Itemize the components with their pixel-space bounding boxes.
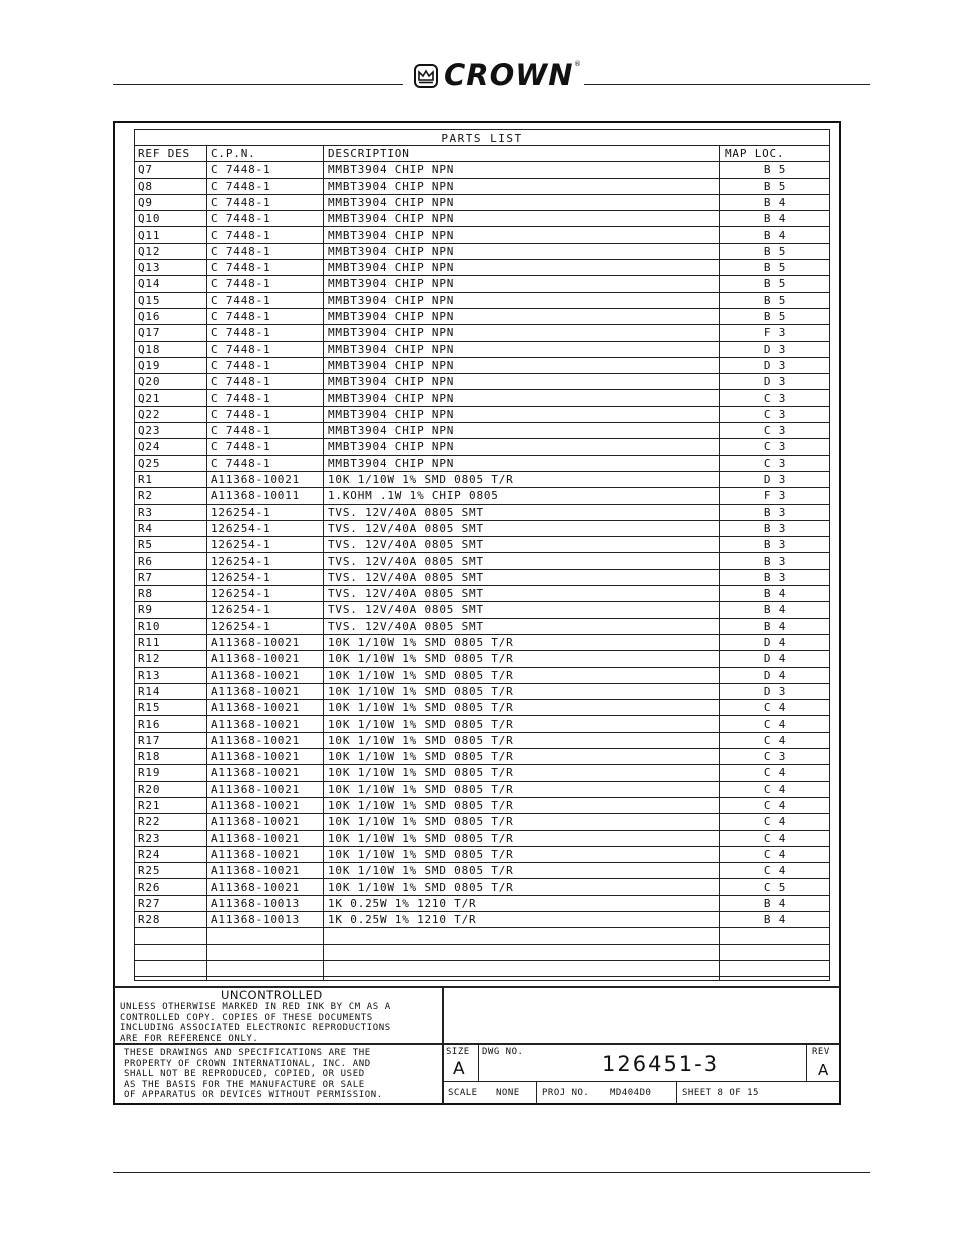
cpn-cell: C 7448-1 [211, 407, 271, 421]
notice-line: THESE DRAWINGS AND SPECIFICATIONS ARE THE [124, 1048, 371, 1058]
property-notice [124, 1048, 444, 1101]
table-row [135, 749, 829, 765]
description-cell: MMBT3904 CHIP NPN [328, 212, 455, 226]
map-loc-cell: B 5 [763, 163, 787, 177]
map-loc-cell: D 3 [763, 684, 787, 698]
ref-des-cell: Q14 [138, 277, 161, 291]
cpn-cell: A11368-10021 [211, 766, 301, 780]
notice-line: AS THE BASIS FOR THE MANUFACTURE OR SALE [124, 1079, 365, 1090]
map-loc-cell: C 4 [763, 701, 787, 715]
ref-des-cell: Q13 [138, 261, 161, 275]
notice-line: PROPERTY OF CROWN INTERNATIONAL, INC. AND [124, 1058, 371, 1069]
map-loc-cell [722, 928, 828, 943]
table-row [135, 912, 829, 928]
table-row [135, 782, 829, 798]
crown-icon [414, 64, 438, 88]
divider [478, 1043, 479, 1081]
notice-line: CONTROLLED COPY. COPIES OF THESE DOCUMENTS [120, 1012, 373, 1023]
col-header-description: DESCRIPTION [328, 147, 410, 160]
drawing-number: 126451-3 [602, 1052, 720, 1076]
cpn-cell: A11368-10021 [211, 831, 301, 845]
cpn-cell: 126254-1 [211, 554, 271, 568]
description-cell: MMBT3904 CHIP NPN [328, 195, 455, 209]
table-row [135, 325, 829, 341]
cpn-cell: C 7448-1 [211, 456, 271, 470]
map-loc-cell: D 4 [763, 652, 787, 666]
ref-des-cell: R9 [138, 603, 153, 617]
ref-des-cell: R3 [138, 505, 153, 519]
ref-des-cell: R21 [138, 799, 161, 812]
description-cell: 10K 1/10W 1% SMD 0805 T/R [328, 717, 514, 731]
rev-label: REV [812, 1047, 830, 1057]
description-cell: 10K 1/10W 1% SMD 0805 T/R [328, 880, 514, 894]
map-loc-cell: B 4 [763, 195, 787, 209]
description-cell: 10K 1/10W 1% SMD 0805 T/R [328, 701, 514, 715]
notice-line: INCLUDING ASSOCIATED ELECTRONIC REPRODUCTIONS [120, 1023, 391, 1033]
map-loc-cell: B 3 [763, 554, 787, 568]
table-row [135, 260, 829, 276]
cpn-cell: C 7448-1 [211, 342, 271, 356]
table-row [135, 488, 829, 504]
ref-des-cell: R6 [138, 554, 153, 568]
description-cell: TVS. 12V/40A 0805 SMT [328, 505, 484, 519]
description-cell: 10K 1/10W 1% SMD 0805 T/R [328, 799, 514, 812]
table-row [135, 309, 829, 325]
map-loc-cell: D 4 [763, 668, 787, 682]
description-cell: TVS. 12V/40A 0805 SMT [328, 521, 484, 535]
ref-des-cell: R22 [138, 815, 161, 829]
map-loc-cell: C 3 [763, 424, 787, 438]
ref-des-cell: R17 [138, 733, 161, 747]
ref-des-cell: Q25 [138, 456, 161, 470]
cpn-cell: A11368-10021 [211, 473, 301, 486]
map-loc-cell: B 4 [763, 913, 787, 927]
table-row [135, 244, 829, 260]
parts-list-table [134, 129, 830, 981]
table-row [135, 602, 829, 618]
cpn-cell: C 7448-1 [211, 179, 271, 193]
ref-des-cell: R24 [138, 847, 161, 861]
map-loc-cell: F 3 [763, 326, 787, 340]
table-row [135, 880, 829, 896]
description-cell: MMBT3904 CHIP NPN [328, 277, 455, 291]
description-cell [328, 945, 718, 960]
description-cell: MMBT3904 CHIP NPN [328, 407, 455, 421]
map-loc-cell: C 3 [763, 456, 787, 470]
table-row [135, 684, 829, 700]
cpn-cell: A11368-10021 [211, 864, 301, 878]
map-loc-cell: D 3 [763, 375, 787, 389]
map-loc-cell: C 4 [763, 733, 787, 747]
description-cell: 10K 1/10W 1% SMD 0805 T/R [328, 750, 514, 764]
table-row [135, 733, 829, 749]
cpn-cell: C 7448-1 [211, 310, 271, 323]
map-loc-cell: D 3 [763, 473, 787, 486]
map-loc-cell: B 4 [763, 603, 787, 617]
ref-des-cell: R18 [138, 750, 161, 764]
col-header-ref-des: REF DES [138, 147, 190, 160]
ref-des-cell: R16 [138, 717, 161, 731]
map-loc-cell: D 4 [763, 636, 787, 649]
table-row [135, 439, 829, 455]
ref-des-cell: R27 [138, 896, 161, 910]
cpn-cell: A11368-10021 [211, 847, 301, 861]
description-cell: 10K 1/10W 1% SMD 0805 T/R [328, 636, 514, 649]
map-loc-cell: C 4 [763, 766, 787, 780]
ref-des-cell: R19 [138, 766, 161, 780]
table-row [135, 195, 829, 211]
map-loc-cell: B 3 [763, 521, 787, 535]
map-loc-cell: C 4 [763, 847, 787, 861]
map-loc-cell: C 4 [763, 782, 787, 796]
cpn-cell: A11368-10013 [211, 896, 301, 910]
map-loc-cell: C 4 [763, 815, 787, 829]
parts-list-title: PARTS LIST [135, 130, 829, 146]
cpn-cell [211, 945, 321, 960]
description-cell: TVS. 12V/40A 0805 SMT [328, 570, 484, 584]
description-cell: MMBT3904 CHIP NPN [328, 163, 455, 177]
table-row [135, 391, 829, 407]
map-loc-cell: C 3 [763, 391, 787, 405]
notice-line: SHALL NOT BE REPRODUCED, COPIED, OR USED [124, 1069, 365, 1079]
ref-des-cell: R5 [138, 538, 153, 552]
description-cell: MMBT3904 CHIP NPN [328, 179, 455, 193]
rev-value: A [818, 1061, 829, 1079]
map-loc-cell [722, 961, 828, 976]
map-loc-cell: C 4 [763, 799, 787, 812]
description-cell: 10K 1/10W 1% SMD 0805 T/R [328, 473, 514, 486]
col-header-map-loc: MAP LOC. [725, 147, 785, 160]
map-loc-cell: C 5 [763, 880, 787, 894]
proj-no-label: PROJ NO. [542, 1088, 590, 1098]
cpn-cell: 126254-1 [211, 603, 271, 617]
cpn-cell: A11368-10021 [211, 652, 301, 666]
table-row [135, 162, 829, 178]
ref-des-cell: Q24 [138, 440, 161, 454]
table-row [135, 521, 829, 537]
description-cell: MMBT3904 CHIP NPN [328, 456, 455, 470]
description-cell [328, 928, 718, 943]
map-loc-cell: F 3 [763, 489, 787, 503]
map-loc-cell: C 3 [763, 750, 787, 764]
table-row [135, 374, 829, 390]
header-rule-left [113, 84, 403, 85]
table-row [135, 211, 829, 227]
table-row [135, 586, 829, 602]
divider [536, 1081, 537, 1104]
divider [676, 1081, 677, 1104]
ref-des-cell: R23 [138, 831, 161, 845]
description-cell: MMBT3904 CHIP NPN [328, 293, 455, 307]
table-row [135, 798, 829, 814]
ref-des-cell: R10 [138, 619, 161, 633]
cpn-cell: A11368-10021 [211, 717, 301, 731]
table-row [135, 651, 829, 667]
table-row [135, 423, 829, 439]
cpn-cell: C 7448-1 [211, 293, 271, 307]
table-row [135, 717, 829, 733]
map-loc-cell: B 4 [763, 896, 787, 910]
cpn-cell: A11368-10021 [211, 815, 301, 829]
description-cell: 1K 0.25W 1% 1210 T/R [328, 896, 477, 910]
cpn-cell: A11368-10013 [211, 913, 301, 927]
table-header-row [135, 146, 829, 162]
sheet-number: SHEET 8 OF 15 [682, 1088, 759, 1098]
map-loc-cell: B 5 [763, 261, 787, 275]
divider [442, 1081, 840, 1082]
registered-mark: ® [574, 60, 581, 68]
table-row [135, 814, 829, 830]
description-cell: TVS. 12V/40A 0805 SMT [328, 587, 484, 601]
map-loc-cell: B 4 [763, 587, 787, 601]
ref-des-cell: R8 [138, 587, 153, 601]
cpn-cell: A11368-10021 [211, 799, 301, 812]
table-row [135, 505, 829, 521]
cpn-cell: 126254-1 [211, 619, 271, 633]
description-cell: TVS. 12V/40A 0805 SMT [328, 554, 484, 568]
description-cell: MMBT3904 CHIP NPN [328, 228, 455, 242]
map-loc-cell: B 5 [763, 244, 787, 258]
cpn-cell: A11368-10021 [211, 668, 301, 682]
description-cell: 1.KOHM .1W 1% CHIP 0805 [328, 489, 499, 503]
header-rule-right [584, 84, 870, 85]
table-row [135, 358, 829, 374]
map-loc-cell: B 5 [763, 179, 787, 193]
ref-des-cell: Q15 [138, 293, 161, 307]
ref-des-cell: R11 [138, 636, 161, 649]
ref-des-cell [138, 928, 204, 943]
ref-des-cell: Q22 [138, 407, 161, 421]
ref-des-cell: R26 [138, 880, 161, 894]
map-loc-cell: B 5 [763, 293, 787, 307]
table-row [135, 896, 829, 912]
divider [806, 1043, 807, 1081]
description-cell: MMBT3904 CHIP NPN [328, 261, 455, 275]
description-cell: MMBT3904 CHIP NPN [328, 244, 455, 258]
ref-des-cell: Q20 [138, 375, 161, 389]
description-cell: MMBT3904 CHIP NPN [328, 391, 455, 405]
cpn-cell: C 7448-1 [211, 261, 271, 275]
ref-des-cell: Q17 [138, 326, 161, 340]
uncontrolled-notice [120, 1002, 440, 1044]
notice-line: ARE FOR REFERENCE ONLY. [120, 1033, 259, 1044]
table-row [135, 228, 829, 244]
cpn-cell: C 7448-1 [211, 212, 271, 226]
description-cell: MMBT3904 CHIP NPN [328, 440, 455, 454]
ref-des-cell: Q18 [138, 342, 161, 356]
cpn-cell: C 7448-1 [211, 358, 271, 372]
description-cell: 1K 0.25W 1% 1210 T/R [328, 913, 477, 927]
map-loc-cell: B 3 [763, 505, 787, 519]
crown-logo [414, 60, 580, 92]
cpn-cell: C 7448-1 [211, 195, 271, 209]
ref-des-cell: Q8 [138, 179, 153, 193]
ref-des-cell: R13 [138, 668, 161, 682]
cpn-cell: 126254-1 [211, 505, 271, 519]
description-cell: MMBT3904 CHIP NPN [328, 424, 455, 438]
ref-des-cell: Q21 [138, 391, 161, 405]
map-loc-cell: B 5 [763, 310, 787, 323]
cpn-cell: 126254-1 [211, 521, 271, 535]
cpn-cell: C 7448-1 [211, 391, 271, 405]
description-cell: TVS. 12V/40A 0805 SMT [328, 603, 484, 617]
notice-line: UNLESS OTHERWISE MARKED IN RED INK BY CM AS A [120, 1002, 391, 1012]
dwg-no-label: DWG NO. [482, 1047, 524, 1057]
ref-des-cell: R25 [138, 864, 161, 878]
table-row [135, 945, 829, 961]
ref-des-cell: R15 [138, 701, 161, 715]
cpn-cell: C 7448-1 [211, 326, 271, 340]
table-row [135, 537, 829, 553]
uncontrolled-heading: UNCONTROLLED [221, 988, 323, 1002]
table-row [135, 472, 829, 488]
notice-line: OF APPARATUS OR DEVICES WITHOUT PERMISSION. [124, 1090, 383, 1100]
table-row [135, 863, 829, 879]
proj-no-value: MD404D0 [610, 1088, 652, 1098]
table-row [135, 342, 829, 358]
cpn-cell: A11368-10021 [211, 636, 301, 649]
ref-des-cell: Q7 [138, 163, 153, 177]
ref-des-cell [138, 945, 204, 960]
cpn-cell: A11368-10021 [211, 750, 301, 764]
table-row [135, 668, 829, 684]
table-row [135, 570, 829, 586]
map-loc-cell: C 4 [763, 717, 787, 731]
map-loc-cell: C 4 [763, 864, 787, 878]
map-loc-cell: B 4 [763, 228, 787, 242]
table-row [135, 635, 829, 651]
description-cell [328, 961, 718, 976]
description-cell: MMBT3904 CHIP NPN [328, 342, 455, 356]
description-cell: TVS. 12V/40A 0805 SMT [328, 538, 484, 552]
ref-des-cell: Q19 [138, 358, 161, 372]
table-row [135, 765, 829, 781]
cpn-cell: 126254-1 [211, 538, 271, 552]
ref-des-cell: Q16 [138, 310, 161, 323]
ref-des-cell: Q23 [138, 424, 161, 438]
table-row [135, 928, 829, 944]
map-loc-cell: B 3 [763, 570, 787, 584]
cpn-cell: C 7448-1 [211, 424, 271, 438]
description-cell: 10K 1/10W 1% SMD 0805 T/R [328, 684, 514, 698]
description-cell: 10K 1/10W 1% SMD 0805 T/R [328, 831, 514, 845]
size-label: SIZE [446, 1047, 470, 1057]
ref-des-cell: Q11 [138, 228, 161, 242]
ref-des-cell: Q10 [138, 212, 161, 226]
description-cell: MMBT3904 CHIP NPN [328, 375, 455, 389]
size-value: A [453, 1059, 465, 1079]
ref-des-cell: Q9 [138, 195, 153, 209]
cpn-cell: A11368-10021 [211, 880, 301, 894]
map-loc-cell: C 3 [763, 407, 787, 421]
map-loc-cell: B 4 [763, 619, 787, 633]
table-row [135, 700, 829, 716]
ref-des-cell [138, 961, 204, 976]
map-loc-cell: B 4 [763, 212, 787, 226]
description-cell: MMBT3904 CHIP NPN [328, 358, 455, 372]
title-block [114, 986, 840, 1104]
cpn-cell: A11368-10021 [211, 684, 301, 698]
table-row [135, 179, 829, 195]
description-cell: 10K 1/10W 1% SMD 0805 T/R [328, 815, 514, 829]
cpn-cell: 126254-1 [211, 587, 271, 601]
map-loc-cell: D 3 [763, 342, 787, 356]
table-row [135, 276, 829, 292]
map-loc-cell: D 3 [763, 358, 787, 372]
description-cell: 10K 1/10W 1% SMD 0805 T/R [328, 766, 514, 780]
description-cell: MMBT3904 CHIP NPN [328, 326, 455, 340]
description-cell: MMBT3904 CHIP NPN [328, 310, 455, 323]
description-cell: TVS. 12V/40A 0805 SMT [328, 619, 484, 633]
table-row [135, 554, 829, 570]
cpn-cell [211, 961, 321, 976]
ref-des-cell: R2 [138, 489, 153, 503]
map-loc-cell [722, 945, 828, 960]
cpn-cell: C 7448-1 [211, 244, 271, 258]
ref-des-cell: Q12 [138, 244, 161, 258]
scale-value: NONE [496, 1088, 520, 1098]
table-row [135, 847, 829, 863]
table-row [135, 456, 829, 472]
cpn-cell: C 7448-1 [211, 375, 271, 389]
map-loc-cell: C 3 [763, 440, 787, 454]
cpn-cell: A11368-10021 [211, 782, 301, 796]
map-loc-cell: B 3 [763, 538, 787, 552]
cpn-cell [211, 928, 321, 943]
cpn-cell: A11368-10011 [211, 489, 301, 503]
cpn-cell: C 7448-1 [211, 163, 271, 177]
description-cell: 10K 1/10W 1% SMD 0805 T/R [328, 782, 514, 796]
ref-des-cell: R4 [138, 521, 153, 535]
cpn-cell: A11368-10021 [211, 701, 301, 715]
table-row [135, 831, 829, 847]
table-row [135, 619, 829, 635]
cpn-cell: A11368-10021 [211, 733, 301, 747]
ref-des-cell: R20 [138, 782, 161, 796]
cpn-cell: C 7448-1 [211, 228, 271, 242]
ref-des-cell: R7 [138, 570, 153, 584]
col-header-cpn: C.P.N. [211, 147, 256, 160]
table-row [135, 407, 829, 423]
ref-des-cell: R12 [138, 652, 161, 666]
table-row [135, 961, 829, 977]
description-cell: 10K 1/10W 1% SMD 0805 T/R [328, 733, 514, 747]
footer-rule [113, 1172, 870, 1173]
ref-des-cell: R14 [138, 684, 161, 698]
cpn-cell: C 7448-1 [211, 277, 271, 291]
description-cell: 10K 1/10W 1% SMD 0805 T/R [328, 668, 514, 682]
brand-name: CROWN [444, 58, 574, 92]
scale-label: SCALE [448, 1088, 478, 1098]
cpn-cell: C 7448-1 [211, 440, 271, 454]
table-row [135, 293, 829, 309]
ref-des-cell: R28 [138, 913, 161, 927]
description-cell: 10K 1/10W 1% SMD 0805 T/R [328, 847, 514, 861]
ref-des-cell: R1 [138, 473, 153, 486]
map-loc-cell: C 4 [763, 831, 787, 845]
description-cell: 10K 1/10W 1% SMD 0805 T/R [328, 652, 514, 666]
description-cell: 10K 1/10W 1% SMD 0805 T/R [328, 864, 514, 878]
map-loc-cell: B 5 [763, 277, 787, 291]
cpn-cell: 126254-1 [211, 570, 271, 584]
